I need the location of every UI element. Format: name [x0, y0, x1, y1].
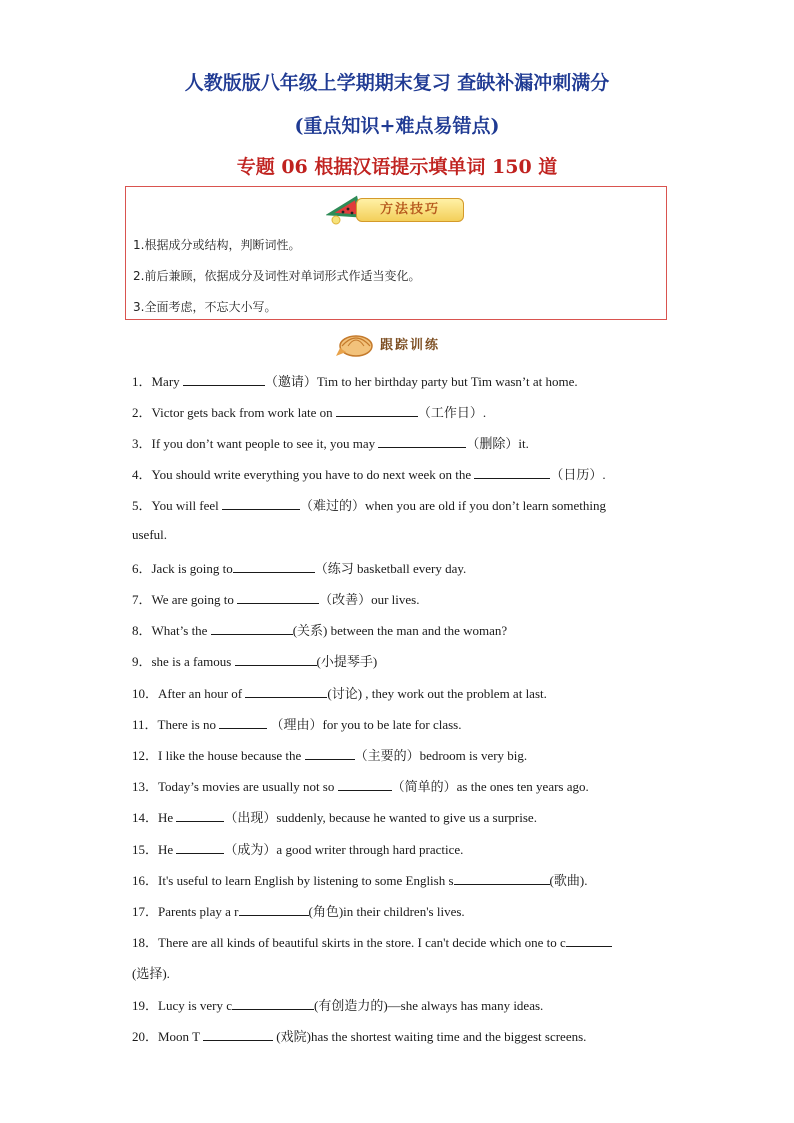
question-item: 3．If you don’t want people to see it, you may （删除）it. [132, 436, 529, 451]
document-title: 人教版版八年级上学期期末复习 查缺补漏冲刺满分 [184, 72, 610, 94]
question-item: 13．Today’s movies are usually not so （简单的）as the ones ten years ago. [132, 779, 589, 794]
question-item: (选择). [132, 966, 170, 981]
question-item: 8．What’s the (关系) between the man and the woman? [132, 623, 508, 638]
question-item: 15．He （成为）a good writer through hard practice. [132, 842, 464, 857]
question-item: 17．Parents play a r (角色)in their children's lives. [132, 904, 465, 919]
question-item: 14．He （出现）suddenly, because he wanted to give us a surprise. [132, 810, 537, 825]
method-badge [326, 194, 466, 226]
question-item: useful. [132, 527, 168, 542]
topic-title: 专题 06 根据汉语提示填单词 150 道 [236, 156, 558, 178]
method-item: 2.前后兼顾，依据成分及词性对单词形式作适当变化。 [133, 269, 421, 283]
question-item: 2．Victor gets back from work late on （工作日）. [132, 405, 487, 420]
question-item: 9．she is a famous (小提琴手) [132, 654, 378, 669]
question-item: 6．Jack is going to （练习 basketball every day. [132, 561, 467, 576]
question-item: 19．Lucy is very c (有创造力的)—she always has many ideas. [132, 998, 544, 1013]
document-subtitle: (重点知识+难点易错点) [294, 115, 500, 137]
method-badge-label: 方法技巧 [379, 202, 440, 217]
question-item: 5．You will feel （难过的）when you are old if you don’t learn something [132, 498, 606, 513]
practice-badge [334, 326, 462, 360]
question-item: 1．Mary （邀请）Tim to her birthday party but Tim wasn’t at home. [132, 374, 578, 389]
question-item: 4．You should write everything you have to do next week on the （日历）. [132, 467, 606, 482]
question-item: 11．There is no （理由）for you to be late for class. [132, 717, 462, 732]
shell-icon [334, 326, 380, 360]
question-item: 10．After an hour of (讨论) , they work out the problem at last. [132, 686, 547, 701]
question-item: 16．It's useful to learn English by listening to some English s (歌曲). [132, 873, 588, 888]
question-item: 18．There are all kinds of beautiful skirts in the store. I can't decide which one to c [132, 932, 612, 951]
question-item: 7．We are going to （改善）our lives. [132, 592, 420, 607]
question-item: 20．Moon T (戏院)has the shortest waiting time and the biggest screens. [132, 1029, 587, 1044]
method-item: 1.根据成分或结构，判断词性。 [133, 238, 301, 252]
practice-badge-label: 跟踪训练 [380, 338, 441, 353]
question-item: 12．I like the house because the （主要的）bedroom is very big. [132, 748, 528, 763]
method-item: 3.全面考虑，不忘大小写。 [133, 300, 277, 314]
